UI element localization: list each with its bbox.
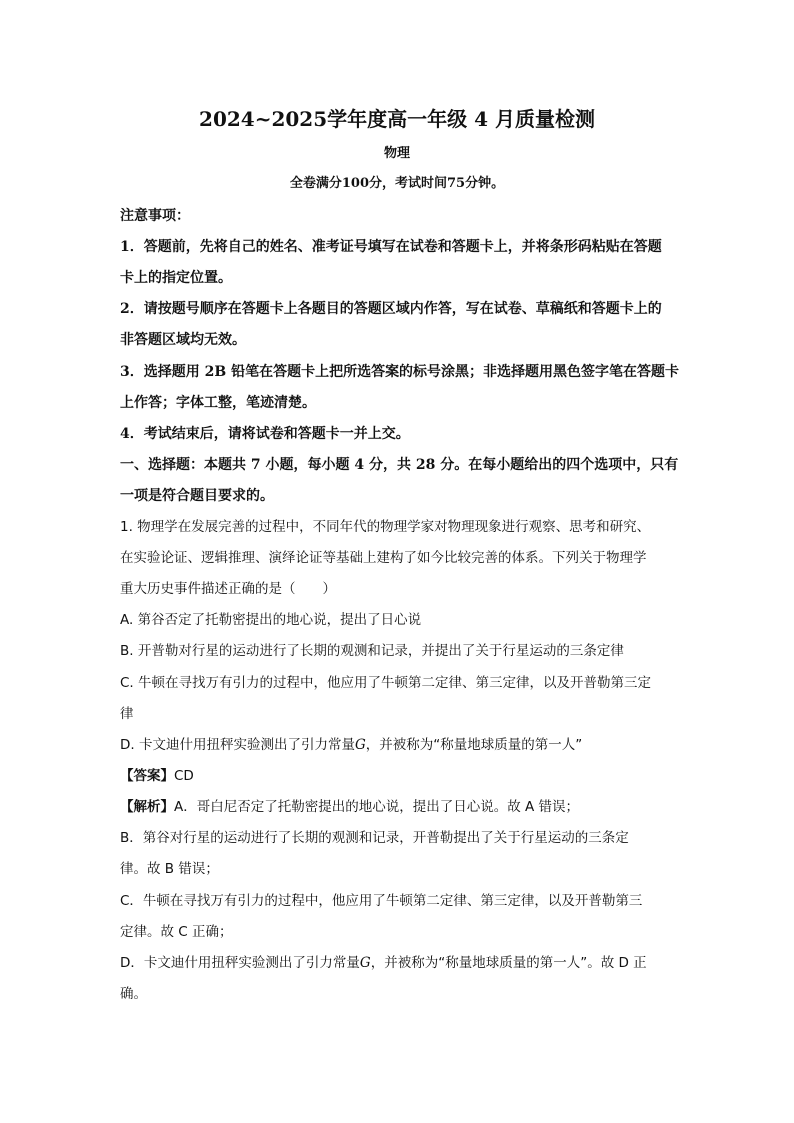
subject-label: 物理	[383, 146, 410, 161]
question-stem: 1. 物理学在发展完善的过程中，不同年代的物理学家对物理现象进行观察、思考和研究、	[120, 519, 651, 535]
question-stem: 在实验论证、逻辑推理、演绎论证等基础上建构了如今比较完善的体系。下列关于物理学	[120, 550, 647, 566]
analysis-c: C．牛顿在寻找万有引力的过程中，他应用了牛顿第二定律、第三定律，以及开普勒第三	[120, 893, 643, 909]
analysis-d	[120, 953, 680, 973]
analysis-d-cont: 确。	[120, 986, 147, 1002]
note-line: 非答题区域均无效。	[120, 332, 246, 348]
analysis-label: 【解析】	[120, 799, 174, 815]
note-line: 1．答题前，先将自己的姓名、准考证号填写在试卷和答题卡上，并将条形码粘贴在答题	[120, 239, 662, 255]
analysis-a: A．哥白尼否定了托勒密提出的地心说，提出了日心说。故 A 错误；	[174, 799, 580, 815]
gravitational-constant-symbol: G	[354, 737, 366, 753]
note-line: 4．考试结束后，请将试卷和答题卡一并上交。	[120, 426, 410, 442]
option-d-text: D. 卡文迪什用扭秤实验测出了引力常量	[120, 737, 355, 753]
question-stem: 重大历史事件描述正确的是（ ）	[120, 581, 336, 597]
answer-label: 【答案】	[120, 768, 174, 784]
option-c-cont: 律	[120, 706, 134, 722]
option-b: B. 开普勒对行星的运动进行了长期的观测和记录，并提出了关于行星运动的三条定律	[120, 643, 624, 659]
option-d	[120, 735, 680, 755]
analysis-c-cont: 定律。故 C 正确；	[120, 924, 233, 940]
note-line: 上作答；字体工整，笔迹清楚。	[120, 395, 316, 411]
analysis-b-cont: 律。故 B 错误；	[120, 861, 219, 877]
option-a: A. 第谷否定了托勒密提出的地心说，提出了日心说	[120, 612, 422, 628]
gravitational-constant-symbol: G	[359, 955, 371, 971]
note-line: 3．选择题用 2B 铅笔在答题卡上把所选答案的标号涂黑；非选择题用黑色签字笔在答题卡	[120, 364, 680, 380]
notes-heading: 注意事项：	[120, 208, 190, 224]
section-heading: 一项是符合题目要求的。	[120, 488, 274, 504]
section-heading: 一、选择题：本题共 7 小题，每小题 4 分，共 28 分。在每小题给出的四个选项中，只有	[120, 457, 679, 473]
exam-info: 全卷满分100分，考试时间75分钟。	[289, 176, 505, 191]
note-line: 2．请按题号顺序在答题卡上各题目的答题区域内作答，写在试卷、草稿纸和答题卡上的	[120, 301, 662, 317]
page-title: 2024~2025学年度高一年级 4 月质量检测	[199, 107, 595, 131]
analysis-d-text-end: ，并被称为“称量地球质量的第一人”。故 D 正	[370, 955, 647, 971]
answer-line	[120, 766, 680, 786]
option-d-text-end: ，并被称为“称量地球质量的第一人”	[365, 737, 583, 753]
analysis-b: B．第谷对行星的运动进行了长期的观测和记录，开普勒提出了关于行星运动的三条定	[120, 830, 629, 846]
analysis-d-text: D．卡文迪什用扭秤实验测出了引力常量	[120, 955, 360, 971]
answer-value: CD	[174, 768, 194, 784]
analysis-line	[120, 797, 680, 817]
option-c: C. 牛顿在寻找万有引力的过程中，他应用了牛顿第二定律、第三定律，以及开普勒第三定	[120, 675, 652, 691]
note-line: 卡上的指定位置。	[120, 270, 232, 286]
